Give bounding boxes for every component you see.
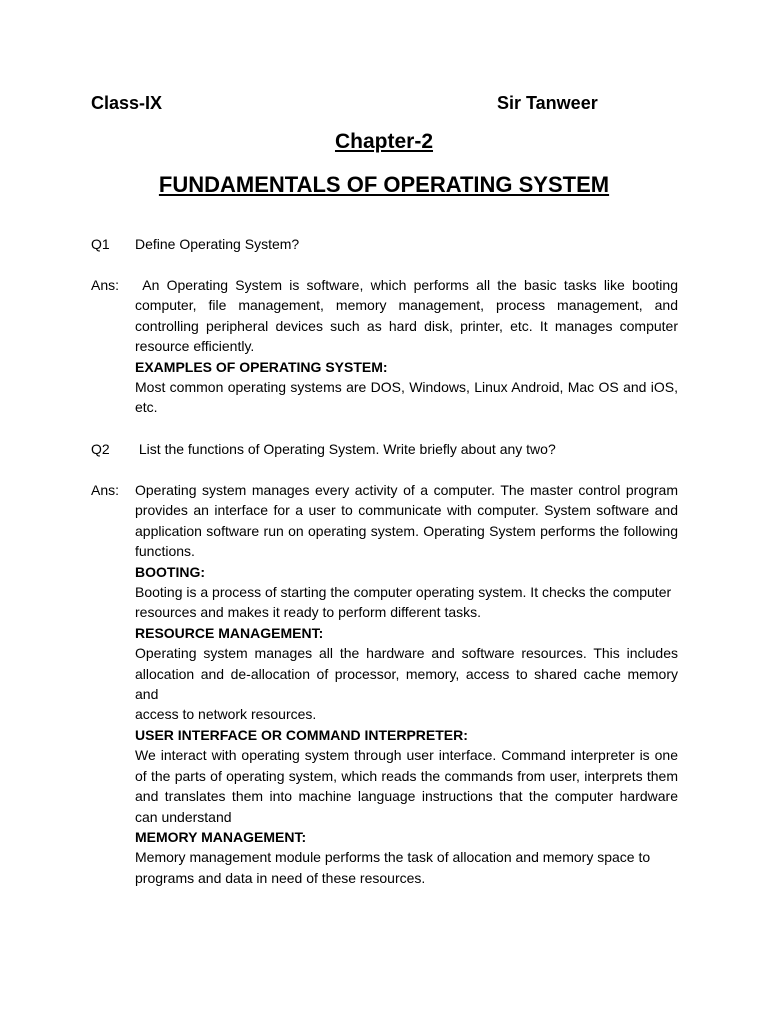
answer-label: Ans: (91, 277, 120, 293)
page-title: FUNDAMENTALS OF OPERATING SYSTEM (158, 172, 610, 197)
answer-1 (91, 275, 682, 418)
question-2 (91, 439, 678, 459)
question-text: List the functions of Operating System. Write briefly about any two? (135, 441, 556, 457)
question-text: Define Operating System? (135, 236, 300, 252)
section-text-examples: Most common operating systems are DOS, Windows, Linux Android, Mac OS and iOS, etc. (135, 379, 678, 416)
answer-intro: Operating system manages every activity of a computer. The master control program provides an interface for a user to communicate with computer. System software and application software run on operating system. Operating System performs the following functions. (135, 482, 678, 560)
section-text-resource-cont: access to network resources. (135, 706, 317, 723)
answer-2 (91, 480, 678, 888)
section-heading-memory: MEMORY MANAGEMENT: (135, 828, 307, 845)
question-label: Q2 (91, 441, 110, 457)
class-label: Class-IX (91, 93, 163, 113)
section-heading-booting: BOOTING: (135, 563, 205, 580)
section-heading-resource: RESOURCE MANAGEMENT: (135, 624, 324, 641)
section-text-memory: Memory management module performs the task of allocation and memory space to programs and data in need of these resources. (135, 849, 651, 886)
section-text-booting: Booting is a process of starting the computer operating system. It checks the computer resources and makes it ready to perform different tasks. (135, 584, 672, 621)
answer-label: Ans: (91, 482, 120, 498)
section-text-resource: Operating system manages all the hardware and software resources. This includes allocation and de-allocation of processor, memory, access to shared cache memory and (135, 645, 678, 703)
answer-text: An Operating System is software, which performs all the basic tasks like booting computer, file management, memory management, process management, and controlling peripheral devices such as hard disk, printer, etc. It manages computer resource efficiently. (135, 277, 682, 355)
section-text-user-interface: We interact with operating system through user interface. Command interpreter is one of the parts of operating system, which reads the commands from user, interprets them and translates them into machine language instructions that the computer hardware can understand (135, 747, 678, 825)
section-heading-user-interface: USER INTERFACE OR COMMAND INTERPRETER: (135, 726, 468, 743)
teacher-name: Sir Tanweer (497, 93, 598, 113)
question-label: Q1 (91, 236, 110, 252)
question-1 (91, 234, 678, 254)
chapter-heading: Chapter-2 (334, 130, 434, 153)
section-heading-examples: EXAMPLES OF OPERATING SYSTEM: (135, 358, 388, 375)
